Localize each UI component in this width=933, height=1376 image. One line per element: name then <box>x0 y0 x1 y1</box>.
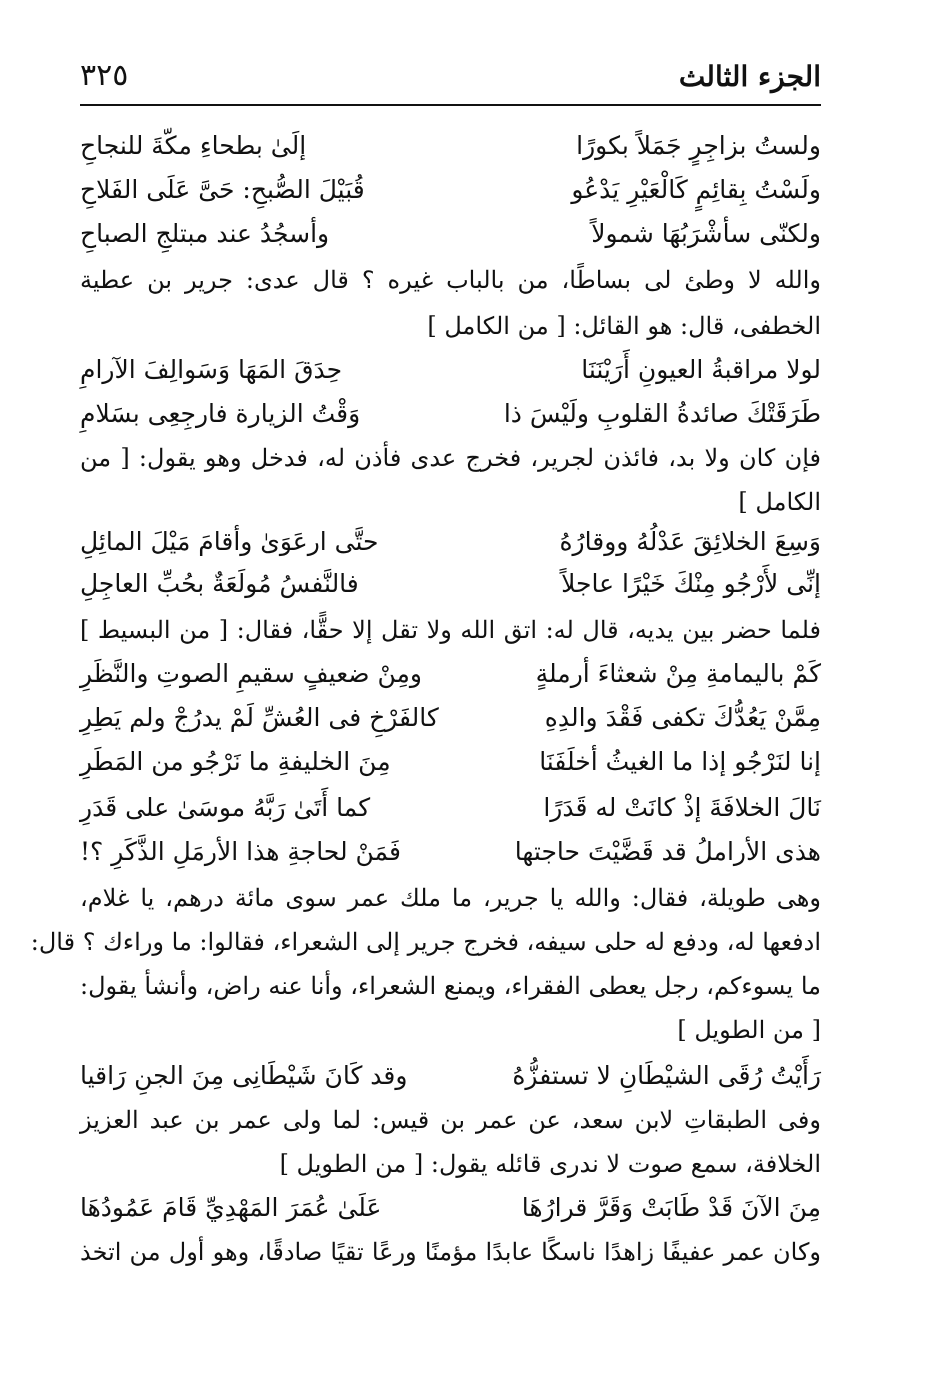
verse-first-hemistich: إنِّى لأَرْجُو مِنْكَ خَيْرًا عاجلاً <box>561 569 821 598</box>
verse-second-hemistich: وَقْتُ الزيارة فارجِعِى بسَلامِ <box>80 399 361 428</box>
prose-line: والله لا وطئ لى بساطًا، من بالباب غيره ؟ قال عدى: جرير بن عطية <box>80 266 821 294</box>
verse-first-hemistich: مِنَ الآنَ قَدْ طَابَتْ وَقَرَّ قرارُهَا <box>521 1193 821 1222</box>
prose-line: وهى طويلة، فقال: والله يا جرير، ما ملك عمر سوى مائة درهم، يا غلام، <box>80 884 821 912</box>
prose-line: ما يسوءكم، رجل يعطى الفقراء، ويمنع الشعراء، وأنا عنه راض، وأنشأ يقول: <box>80 972 821 1000</box>
verse-second-hemistich: كما أَتَىٰ رَبَّهُ موسَىٰ على قَدَرِ <box>80 793 371 822</box>
verse-second-hemistich: وأسجُدُ عند مبتلجِ الصباحِ <box>80 219 330 248</box>
verse-second-hemistich: إلَىٰ بطحاءِ مكّةَ للنجاحِ <box>80 131 307 160</box>
verse-first-hemistich: طَرَقَتْكَ صائدةُ القلوبِ ولَيْسَ ذا <box>503 399 821 428</box>
prose-line: الكامل ] <box>738 488 821 516</box>
verse-second-hemistich: قُبَيْلَ الصُّبحِ: حَىَّ عَلَى الفَلاحِ <box>80 175 365 204</box>
running-title: الجزء الثالث <box>678 60 821 93</box>
prose-line: وفى الطبقاتِ لابن سعد، عن عمر بن قيس: لما ولى عمر بن عبد العزيز <box>80 1106 821 1134</box>
verse-first-hemistich: إنا لنَرْجُو إذا ما الغيثُ أخلَفَنَا <box>539 747 821 776</box>
verse-first-hemistich: وَسِعَ الخلائِقَ عَدْلُهُ ووقارُهُ <box>559 527 821 556</box>
verse-second-hemistich: حتَّى ارعَوَىٰ وأقامَ مَيْلَ المائِلِ <box>80 527 379 556</box>
verse-second-hemistich: مِنَ الخليفةِ ما نَرْجُو من المَطَرِ <box>80 747 391 776</box>
verse-first-hemistich: نَالَ الخلافَةَ إذْ كانَتْ له قَدَرًا <box>543 793 821 822</box>
verse-first-hemistich: لولا مراقبةُ العيونِ أَرَيْنَنَا <box>581 355 821 384</box>
prose-line: ادفعها له، ودفع له حلى سيفه، فخرج جرير إلى الشعراء، فقالوا: ما وراءك ؟ قال: <box>30 928 821 956</box>
prose-line: الخطفى، قال: هو القائل: [ من الكامل ] <box>427 312 821 340</box>
page-number: ٣٢٥ <box>80 58 129 93</box>
verse-first-hemistich: رَأَيْتُ رُقَى الشيْطَانِ لا تستفزُّهُ <box>512 1061 821 1090</box>
prose-line: وكان عمر عفيفًا زاهدًا ناسكًا عابدًا مؤمنًا ورعًا تقيًا صادقًا، وهو أول من اتخذ <box>80 1238 821 1266</box>
verse-second-hemistich: ومِنْ ضعيفٍ سقيمِ الصوتِ والنَّظَرِ <box>80 659 422 688</box>
verse-second-hemistich: وقد كَانَ شَيْطَانِى مِنَ الجنِ رَاقيا <box>80 1061 408 1090</box>
verse-second-hemistich: فَمَنْ لحاجةِ هذا الأرمَلِ الذَّكَرِ ؟! <box>80 837 401 866</box>
verse-first-hemistich: مِمَّنْ يَعُدُّكَ تكفى فَقْدَ والدِهِ <box>544 703 821 732</box>
verse-second-hemistich: فالنَّفسُ مُولَعَةٌ بحُبِّ العاجِلِ <box>80 569 359 598</box>
header-rule <box>80 104 821 106</box>
prose-line: فلما حضر بين يديه، قال له: اتق الله ولا تقل إلا حقًّا، فقال: [ من البسيط ] <box>80 616 821 644</box>
verse-first-hemistich: ولكنّى سأشْرَبُهَا شمولاً <box>591 219 821 248</box>
page-header <box>80 58 821 98</box>
verse-first-hemistich: هذى الأراملُ قد قَضَّيْتَ حاجتها <box>514 837 821 866</box>
verse-second-hemistich: حِدَقَ المَهَا وَسَوالِفَ الآرامِ <box>80 355 343 384</box>
verse-first-hemistich: كَمْ باليمامةِ مِنْ شعثاءَ أرملةٍ <box>535 659 821 688</box>
verse-first-hemistich: ولَسْتُ بِقائِمٍ كَالْعَيْرِ يَدْعُو <box>571 175 821 204</box>
prose-line: فإن كان ولا بد، فائذن لجرير، فخرج عدى فأذن له، فدخل وهو يقول: [ من <box>80 444 821 472</box>
prose-line: [ من الطويل ] <box>677 1016 821 1044</box>
verse-second-hemistich: عَلَىٰ عُمَرَ المَهْدِيِّ قَامَ عَمُودُهَا <box>80 1193 382 1222</box>
prose-line: الخلافة، سمع صوت لا ندرى قائله يقول: [ من الطويل ] <box>279 1150 821 1178</box>
verse-first-hemistich: ولستُ بزاجِرٍ جَمَلاً بكورًا <box>576 131 821 160</box>
verse-second-hemistich: كالفَرْخِ فى العُشِّ لَمْ يدرُجْ ولم يَطِرِ <box>80 703 439 732</box>
